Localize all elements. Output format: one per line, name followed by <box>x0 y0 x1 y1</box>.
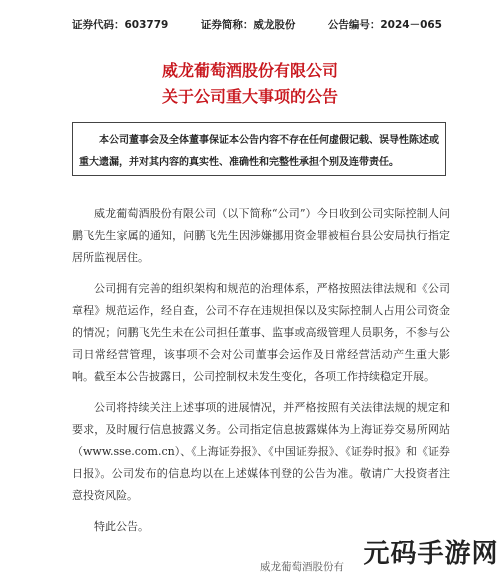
paragraph: 公司将持续关注上述事项的进展情况，并严格按照有关法律法规的规定和要求，及时履行信息披露义务。公司指定信息披露媒体为上海证券交易所网站（www.sse.com.cn）、《上海证券报》、《中国证券报》、《证券时报》和《证券日报》。公司发布的信息均以在上述媒体刊登的公告为准。敬请广大投资者注意投资风险。 <box>72 400 450 503</box>
paragraph: 威龙葡萄酒股份有限公司（以下简称“公司”）今日收到公司实际控制人问鹏飞先生家属的通知，问鹏飞先生因涉嫌挪用资金罪被桓台县公安局执行指定居所监视居住。 <box>72 207 450 265</box>
paragraph: 特此公告。 <box>94 519 149 533</box>
document-header <box>72 17 442 32</box>
company-title: 威龙葡萄酒股份有限公司 <box>161 61 338 80</box>
signature-company: 威龙葡萄酒股份有 <box>260 561 344 573</box>
stock-short-name: 证券简称：威龙股份 <box>200 19 296 31</box>
announcement-body <box>72 203 450 546</box>
site-watermark: 元码手游网 <box>362 520 500 582</box>
stock-code: 证券代码：603779 <box>72 19 169 31</box>
announcement-title: 关于公司重大事项的公告 <box>161 87 338 106</box>
disclaimer-box: 本公司董事会及全体董事保证本公告内容不存在任何虚假记载、误导性陈述或重大遗漏，并对其内容的真实性、准确性和完整性承担个别及连带责任。 <box>72 122 446 176</box>
notice-number: 公告编号：2024－065 <box>327 19 442 31</box>
paragraph: 公司拥有完善的组织架构和规范的治理体系，严格按照法律法规和《公司章程》规范运作，经自查，公司不存在违规担保以及实际控制人占用公司资金的情况；问鹏飞先生未在公司担任董事、监事或高级管理人员职务，不参与公司日常经营管理，该事项不会对公司董事会运作及日常经营活动产生重大影响。截至本公告披露日，公司控制权未发生变化，各项工作持续稳定开展。 <box>72 281 450 384</box>
